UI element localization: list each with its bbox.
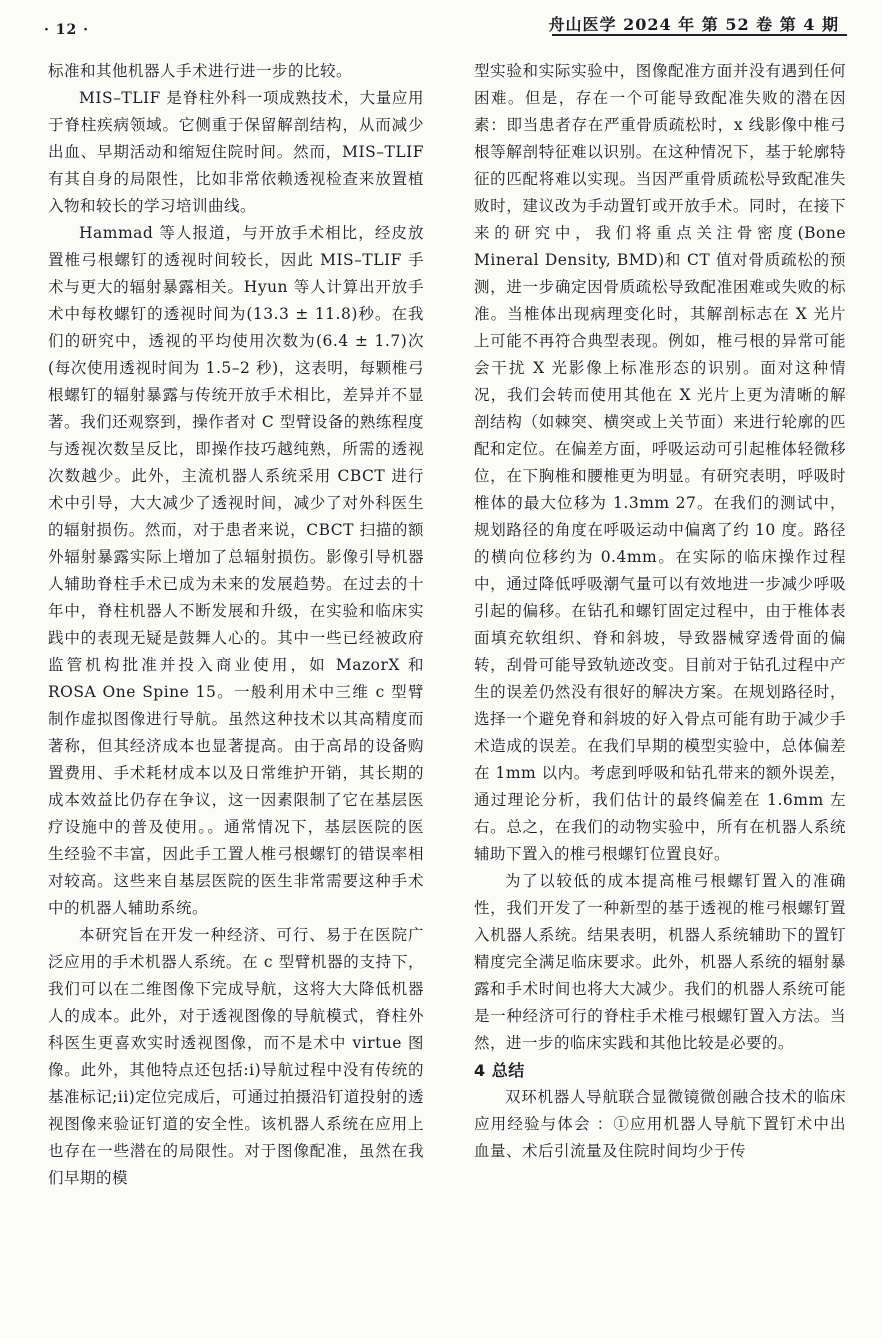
header-rule <box>552 34 847 36</box>
page-number: · 12 · <box>44 22 89 38</box>
paragraph: Hammad 等人报道，与开放手术相比，经皮放置椎弓根螺钉的透视时间较长，因此 MIS–TLIF 手术与更大的辐射暴露相关。Hyun 等人计算出开放手术中每枚螺钉的透视时间为(13.3 ± 11.8)秒。在我们的研究中，透视的平均使用次数为(6.4 ± 1.7)次(每次使用透视时间为 1.5–2 秒)，这表明，每颗椎弓根螺钉的辐射暴露与传统开放手术相比，差异并不显著。我们还观察到，操作者对 C 型臂设备的熟练程度与透视次数呈反比，即操作技巧越纯熟，所需的透视次数越少。此外，主流机器人系统采用 CBCT 进行术中引导，大大减少了透视时间，减少了对外科医生的辐射损伤。然而，对于患者来说，CBCT 扫描的额外辐射暴露实际上增加了总辐射损伤。影像引导机器人辅助脊柱手术已成为未来的发展趋势。在过去的十年中，脊柱机器人不断发展和升级，在实验和临床实践中的表现无疑是鼓舞人心的。其中一些已经被政府监管机构批准并投入商业使用，如 MazorX 和 ROSA One Spine 15。一般利用术中三维 c 型臂制作虚拟图像进行导航。虽然这种技术以其高精度而著称，但其经济成本也显著提高。由于高昂的设备购置费用、手术耗材成本以及日常维护开销，其长期的成本效益比仍存在争议，这一因素限制了它在基层医疗设施中的普及使用。。通常情况下，基层医院的医生经验不丰富，因此手工置人椎弓根螺钉的错误率相对较高。这些来自基层医院的医生非常需要这种手术中的机器人辅助系统。 <box>48 224 424 917</box>
paragraph: 型实验和实际实验中，图像配准方面并没有遇到任何困难。但是，存在一个可能导致配准失败的潜在因素：即当患者存在严重骨质疏松时，x 线影像中椎弓根等解剖特征难以识别。在这种情况下，基于轮廓特征的匹配将难以实现。当因严重骨质疏松导致配准失败时，建议改为手动置钉或开放手术。同时，在接下来的研究中，我们将重点关注骨密度(Bone Mineral Density, BMD)和 CT 值对骨质疏松的预测，进一步确定因骨质疏松导致配准困难或失败的标准。当椎体出现病理变化时，其解剖标志在 X 光片上可能不再符合典型表现。例如，椎弓根的异常可能会干扰 X 光影像上标准形态的识别。面对这种情况，我们会转而使用其他在 X 光片上更为清晰的解剖结构（如棘突、横突或上关节面）来进行轮廓的匹配和定位。在偏差方面，呼吸运动可引起椎体轻微移位，在下胸椎和腰椎更为明显。有研究表明，呼吸时椎体的最大位移为 1.3mm 27。在我们的测试中，规划路径的角度在呼吸运动中偏离了约 10 度。路径的横向位移约为 0.4mm。在实际的临床操作过程中，通过降低呼吸潮气量可以有效地进一步减少呼吸引起的偏移。在钻孔和螺钉固定过程中，由于椎体表面填充软组织、脊和斜坡，导致器械穿透骨面的偏转，刮骨可能导致轨迹改变。目前对于钻孔过程中产生的误差仍然没有很好的解决方案。在规划路径时，选择一个避免脊和斜坡的好入骨点可能有助于减少手术造成的误差。在我们早期的模型实验中，总体偏差在 1mm 以内。考虑到呼吸和钻孔带来的额外误差，通过理论分析，我们估计的最终偏差在 1.6mm 左右。总之，在我们的动物实验中，所有在机器人系统辅助下置入的椎弓根螺钉位置良好。 <box>474 62 846 863</box>
paragraph: 本研究旨在开发一种经济、可行、易于在医院广泛应用的手术机器人系统。在 c 型臂机器的支持下，我们可以在二维图像下完成导航，这将大大降低机器人的成本。此外，对于透视图像的导航模式，脊柱外科医生更喜欢实时透视图像，而不是术中 virtue 图像。此外，其他特点还包括:i)导航过程中没有传统的基准标记;ii)定位完成后，可通过拍摄沿钉道投射的透视图像来验证钉道的安全性。该机器人系统在应用上也存在一些潜在的局限性。对于图像配准，虽然在我们早期的模 <box>48 926 424 1187</box>
paragraph: MIS–TLIF 是脊柱外科一项成熟技术，大量应用于脊柱疾病领域。它侧重于保留解剖结构，从而减少出血、早期活动和缩短住院时间。然而，MIS–TLIF 有其自身的局限性，比如非常依赖透视检查来放置植入物和较长的学习培训曲线。 <box>48 89 424 215</box>
section-heading: 4 总结 <box>474 1061 525 1080</box>
right-column <box>474 58 846 1165</box>
paragraph: 双环机器人导航联合显微镜微创融合技术的临床应用经验与体会 ：①应用机器人导航下置钉术中出血量、术后引流量及住院时间均少于传 <box>474 1088 846 1160</box>
journal-header: 舟山医学 2024 年 第 52 卷 第 4 期 <box>548 15 839 34</box>
paragraph: 为了以较低的成本提高椎弓根螺钉置入的准确性，我们开发了一种新型的基于透视的椎弓根螺钉置入机器人系统。结果表明，机器人系统辅助下的置钉精度完全满足临床要求。此外，机器人系统的辐射暴露和手术时间也将大大减少。我们的机器人系统可能是一种经济可行的脊柱手术椎弓根螺钉置入方法。当然，进一步的临床实践和其他比较是必要的。 <box>474 872 846 1052</box>
paragraph: 标准和其他机器人手术进行进一步的比较。 <box>48 62 353 80</box>
left-column <box>48 58 424 1192</box>
